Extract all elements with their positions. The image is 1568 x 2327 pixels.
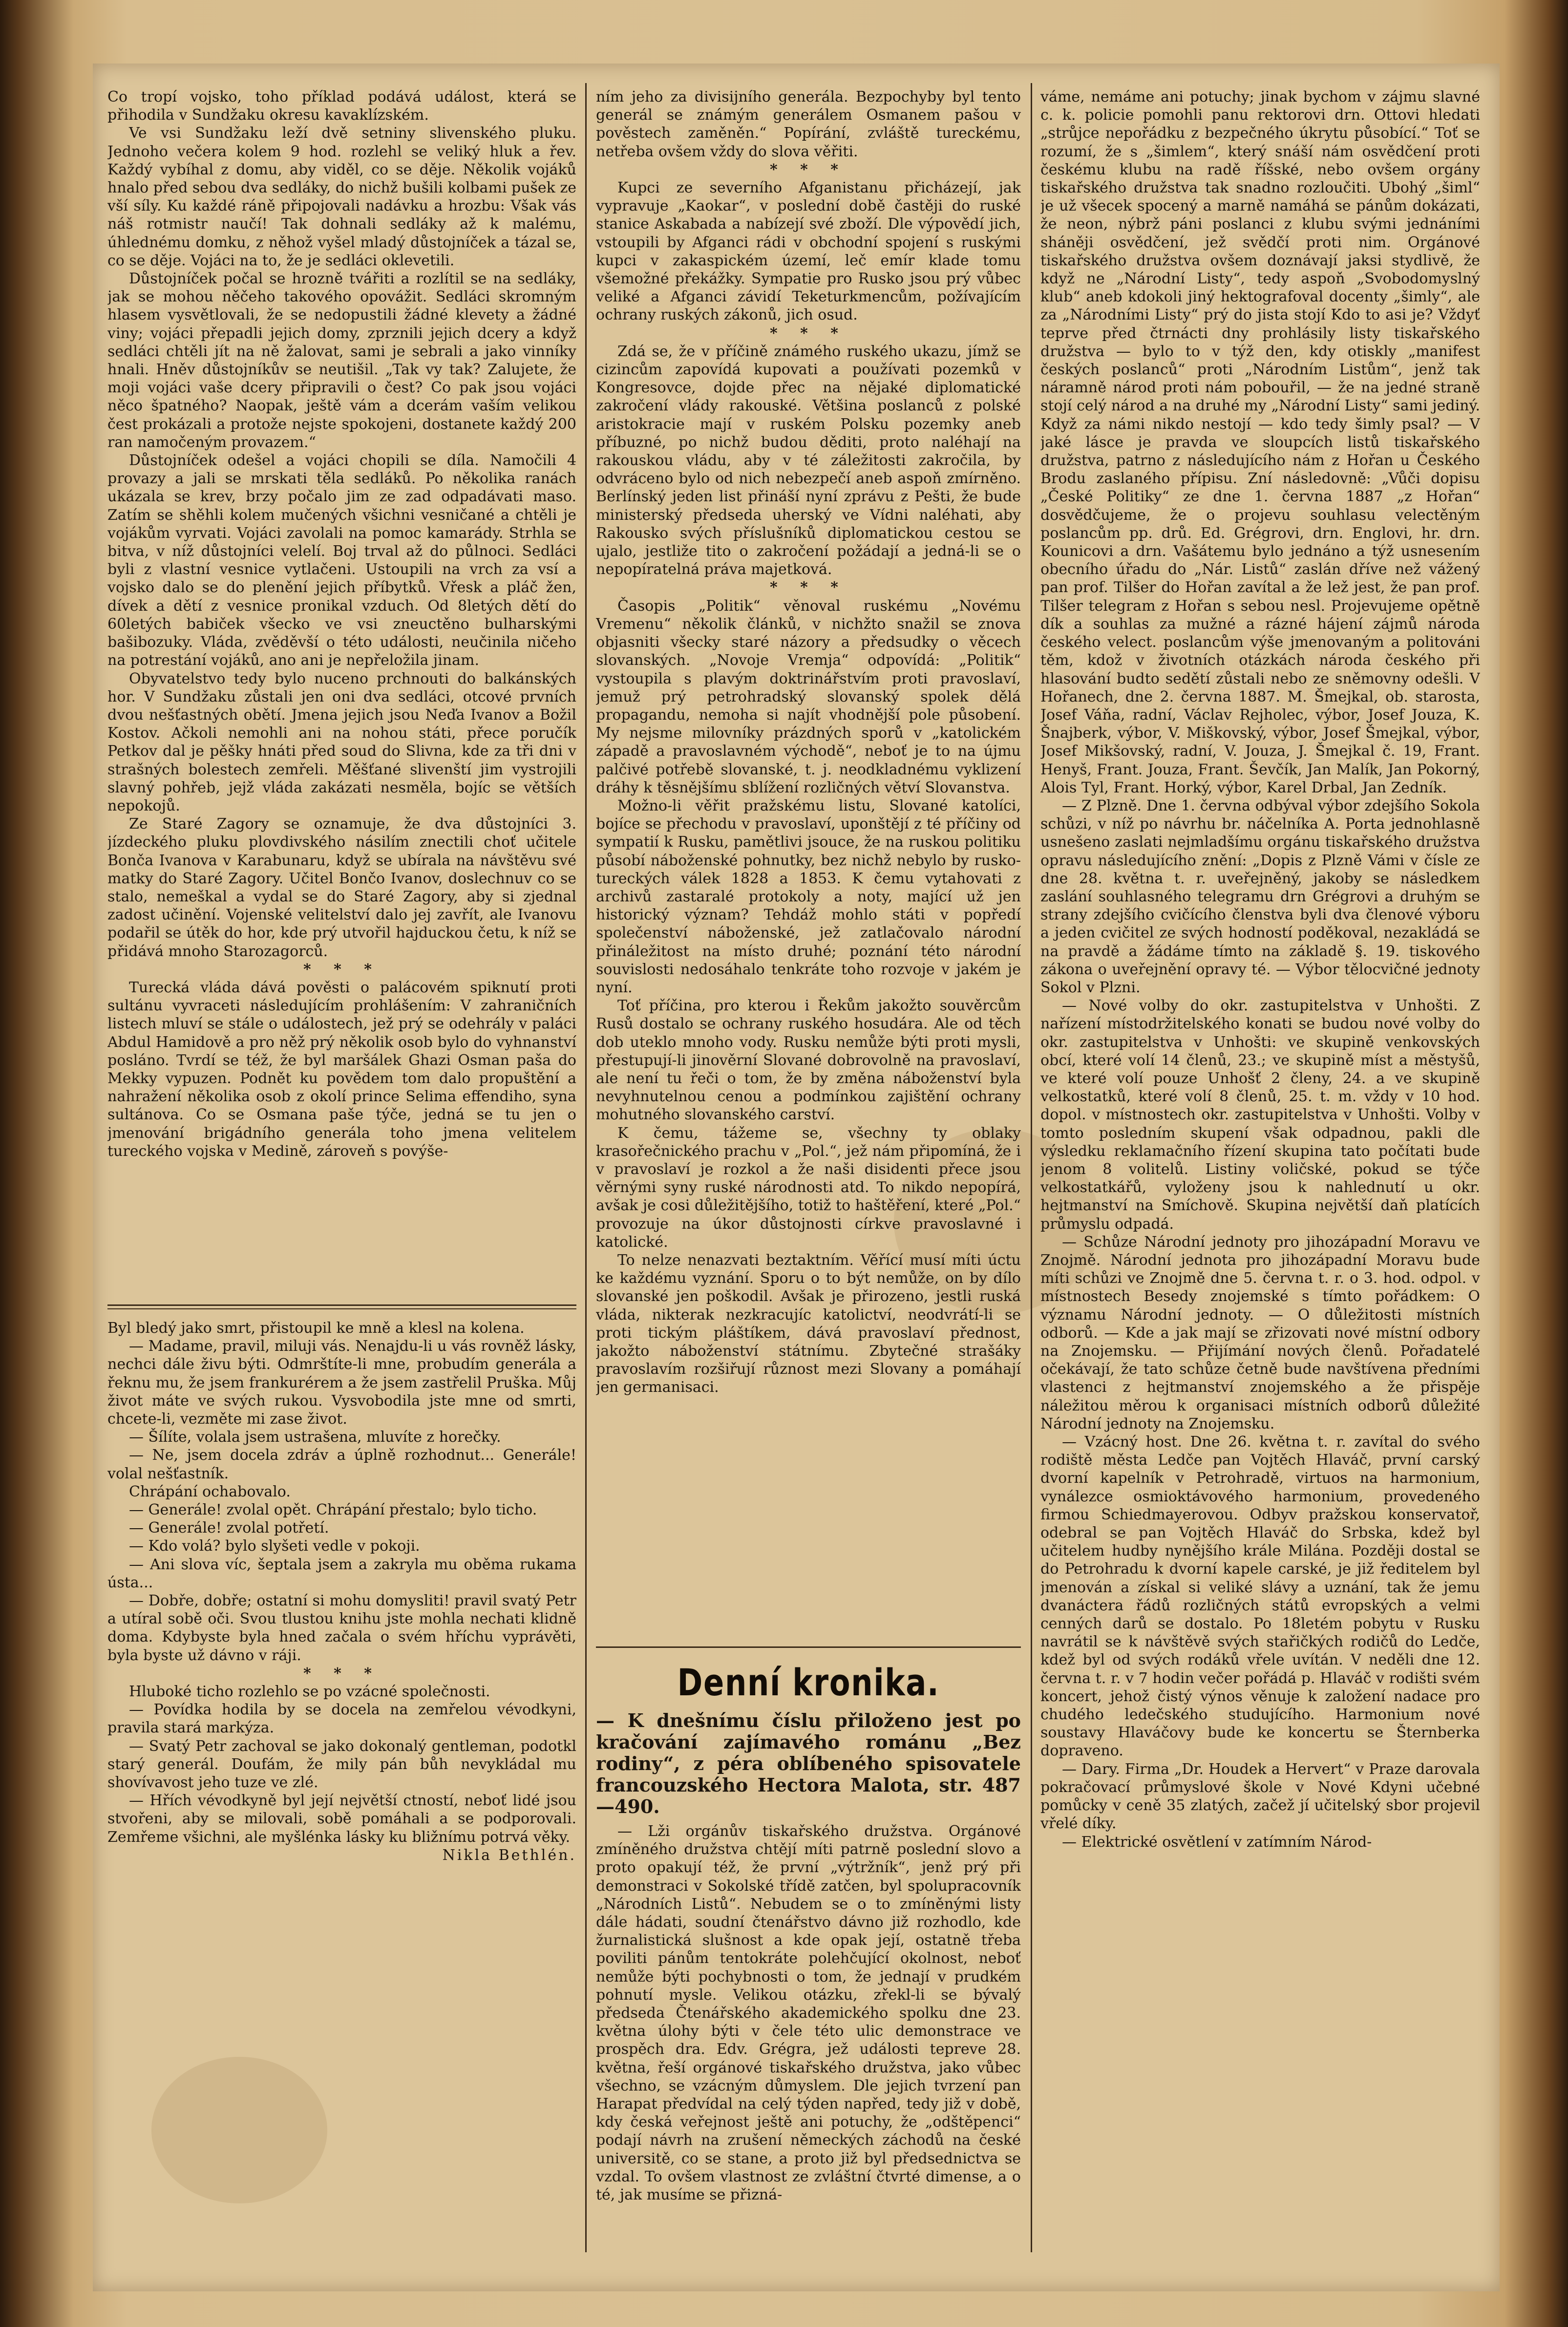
paragraph: Kupci ze severního Afganistanu přicházejí, jak vypravuje „Kaokar“, v poslední době častěji do ruské stanice Askabada a nabízejí své zboží. Dle výpovědí jich, vstoupili by Afganci rádi v obchodní spojení s ruskými kupci v zakaspickém území, leč emír klade tomu všemožné překážky. Sympatie pro Rusko jsou prý vůbec veliké a Afganci závidí Teketurkmencům, požívajícím ochrany ruských zákonů, jich osud. [596,179,1021,324]
paragraph: Zdá se, že v příčině známého ruského ukazu, jímž se cizincům zapovídá kupovati a používati pozemků v Kongresovce, dojde přec na nějaké diplomatické zakročení vlády rakouské. Většina poslanců z polské aristokracie mají v ruském Polsku pozemky aneb příbuzné, po nichž budou děditi, proto naléhají na rakouskou vládu, aby v té záležitosti zakročila, by odvráceno bylo od nich nebezpečí aneb aspoň zmírněno. Berlínský jeden list přináší nyní zprávu z Pešti, že bude ministerský předseda uherský ve Vídni naléhati, aby Rakousko svých příslušníků diplomatickou cestou se ujalo, jestliže tito o zakročení požádají a jedná-li se o nepopíratelná práva majetková. [596,342,1021,578]
paragraph: — Ani slova víc, šeptala jsem a zakryla mu oběma rukama ústa... [107,1556,576,1591]
section-title-denni-kronika: Denní kronika. [677,1661,940,1704]
paragraph: — Nové volby do okr. zastupitelstva v Unhošti. Z nařízení místodržitelského konati se budou nové volby do okr. zastupitelstva v Unhošti: ve skupině venkovských obcí, které volí 14 členů, 23.; ve skupině míst a městyšů, ve které volí pouze Unhošť 2 členy, 24. a ve skupině velkostatků, které volí 8 členů, 25. t. m. vždy v 10 hod. dopol. v místnostech okr. zastupitelstva v Unhošti. Volby v tomto posledním skupení však odpadnou, pakli dle výsledku reklamačního řízení skupina tato počítati bude jenom 8 volitelů. Listiny voličské, pokud se týče velkostatkářů, vyloženy jsou k nahlednutí u okr. hejtmanství na Smíchově. Skupina největší daň platících průmyslu odpadá. [1040,997,1480,1233]
paragraph: Chrápání ochabovalo. [129,1483,291,1500]
paragraph: Turecká vláda dává pověsti o palácovém spiknutí proti sultánu vyvraceti následujícím prohlášením: V zahraničních listech mluví se stále o událostech, jež prý se odehrály v paláci Abdul Hamidově a pro něž prý několik osob bylo do vyhnanství posláno. Tvrdí se též, že byl maršálek Ghazi Osman paša do Mekky vypuzen. Podnět ku povědem tom dalo propuštění a nahražení několika osob z okolí prince Selima effendiho, syna sultánova. Co se Osmana paše týče, jedná se tu jen o jmenování brigádního generála toho jmena velitelem tureckého vojska v Medině, zároveň s povýše- [107,979,576,1160]
section-divider-stars: * * * [770,324,847,342]
paragraph: ním jeho za divisijního generála. Bezpochyby byl tento generál se známým generálem Osmanem pašou v pověstech zaměněn.“ Popírání, zvláště tureckému, netřeba ovšem vždy do slova věřiti. [596,88,1021,160]
paragraph: — Dary. Firma „Dr. Houdek a Hervert“ v Praze darovala pokračovací průmyslové škole v Nové Kdyni učebné pomůcky v ceně 35 zlatých, začež jí učitelský sbor projevil vřelé díky. [1040,1760,1480,1833]
paragraph: To nelze nenazvati beztaktním. Věřící musí míti úctu ke každému vyznání. Sporu o to být nemůže, on by dílo slovanské jen poškodil. Avšak je přirozeno, jestli ruská vláda, nikterak nezkracujíc katolictví, neodvrátí-li se proti tickým pláštíkem, dává pravoslaví přednost, jakožto náboženství státnímu. Zbytečné strašáky pravoslavím rozšiřují různost mezi Slovany a pomáhají jen germanisaci. [596,1252,1021,1396]
column-2-politics [596,88,1021,1642]
paragraph: — Kdo volá? bylo slyšeti vedle v pokoji. [129,1537,420,1555]
author-signature: Nikla Bethlén. [442,1846,576,1864]
lead-notice: — K dnešnímu číslu přiloženo jest po kračování zajímavého románu „Bez rodiny“, z péra oblíbeného spisovatele francouzského Hectora Malota, str. 487—490. [596,1709,1021,1817]
paragraph: Důstojníček odešel a vojáci chopili se díla. Namočili 4 provazy a jali se mrskati těla sedláků. Po několika ranách ukázala se krev, brzy počalo jim ze zad odpadávati maso. Zatím se shěhli kolem mučených všichni vesničané a chtěli je vojákům vyrvati. Vojáci zavolali na pomoc kamarády. Strhla se bitva, v níž důstojníci velelí. Boj trval až do půlnoci. Sedláci byli z vlastní vesnice vytlačeni. Ustoupili na vrch za vsí a vojsko dalo se do plenění jejich příbytků. Vřesk a pláč žen, dívek a dětí z vesnice pronikal vzduch. Od 8letých dětí do 60letých babiček všecko ve vsi zneuctěno bulharskými bašibozuky. Vláda, zvěděvší o této události, neučinila ničeho na potrestání vojáků, ano ani je nepřeložila jinam. [107,452,576,669]
column-1-politics [107,88,576,1295]
column-rule [585,83,587,2252]
paragraph: Byl bledý jako smrt, přistoupil ke mně a klesl na kolena. [107,1320,525,1337]
paragraph: Obyvatelstvo tedy bylo nuceno prchnouti do balkánských hor. V Sundžaku zůstali jen oni dva sedláci, otcové prvních dvou nešťastných obětí. Jmena jejich jsou Neďa Ivanov a Božil Kostov. Ačkoli nemohli ani na nohou státi, přece poručík Petkov dal je pěšky hnáti před soud do Slivna, kde za tři dni v strašných bolestech zemřeli. Měšťané slivenští jim vystrojili slavný pohřeb, jejž vláda zakázati nesměla, bojíc se větších nepokojů. [107,670,576,814]
paragraph: — Z Plzně. Dne 1. června odbýval výbor zdejšího Sokola schůzi, v níž po návrhu br. náčelníka A. Porta jednohlasně usnešeno zaslati nejmladšímu orgánu tiskařského družstva opravu následujícího znění: „Dopis z Plzně Vámi v čísle ze dne 28. května t. r. uveřejněný, jakoby se následkem zaslání souhlasného telegramu drn Grégrovi a druhým se strany zdejšího cvičícího členstva byli dva členové výboru a jeden cvičitel ze svých hodností poděkoval, nezakládá se na pravdě a žádáme tímto na základě §. 19. tiskového zákona o uveřejnění opravy té. — Výbor tělocvičné jednoty Sokol v Plzni. [1040,797,1480,996]
section-divider-stars: * * * [770,579,847,597]
chronicle-body [596,1822,1021,2204]
paragraph: — Hřích vévodkyně byl její největší ctností, neboť lidé jsou stvořeni, aby se milovali, sobě pomáhali a se podporovali. Zemřeme všichni, ale myšlénka lásky ku bližnímu potrvá věky. [107,1792,576,1846]
paragraph: Ve vsi Sundžaku leží dvě setniny slivenského pluku. Jednoho večera kolem 9 hod. rozlehl se veliký hluk a řev. Každý vybíhal z domu, aby viděl, co se děje. Několik vojáků hnalo před sebou dva sedláky, do nichž bušili kolbami pušek ze vší síly. Ku každé ráně připojovali nadávku a hrozbu: Však vás náš rotmistr naučí! Tak dohnali sedláky až k malému, úhlednému domku, z něhož vyšel mladý důstojníček a tázal se, co se děje. Vojáci na to, že je sedláci oklevetili. [107,125,576,269]
section-divider-stars: * * * [770,161,847,178]
column-3-chronicle [1040,88,1480,2262]
paragraph: Ze Staré Zagory se oznamuje, že dva důstojníci 3. jízdeckého pluku plovdivského násilím znectili choť učitele Bonča Ivanova v Karabunaru, když se ubírala na návštěvu své matky do Staré Zagory. Učitel Bončo Ivanov, doslechnuv co se stalo, nemeškal a vydal se do Staré Zagory, aby si zjednal zadost učinění. Vojenské velitelství dalo jej zavřít, ale Ivanovu podařil se útěk do hor, kde prý utvořil hajduckou četu, k níž se přidává mnoho Starozagorců. [107,815,576,960]
paragraph: Důstojníček počal se hrozně tvářiti a rozlítil se na sedláky, jak se mohou něčeho takového opovážit. Sedláci skromným hlasem vysvětlovali, že se nedopustili žádné klevety a žádné viny; vojáci přepadli jejich domy, zprznili jejich dcery a když sedláci chtěli jít na ně žalovat, sami je sebrali a jako vinníky hnali. Hněv důstojníkův se neutišil. „Tak vy tak? Zalujete, že moji vojáci vaše dcery připravili o čest? Co pak jsou vojáci něco špatného? Naopak, ještě vám a dcerám vaším velikou čest prokázali a protože nejste spokojeni, dostanete každý 200 ran namočeným provazem.“ [107,270,576,451]
paragraph: — Lži orgánův tiskařského družstva. Orgánové zmíněného družstva chtějí míti patrně poslední slovo a proto opakují též, že první „výtržník“, jenž prý při demonstraci v Sokolské třídě zatčen, byl spolupracovník „Národních Listů“. Nebudem se o to zmíněnými listy dále hádati, soudní čtenářstvo dávno již rozhodlo, kde žurnalistická slušnost a kde opak její, ostatně třeba poviliti pánům tentokráte polehčující okolnost, neboť nemůže býti pochybnosti o tom, že jednají v prudkém pohnutí mysle. Velikou otázku, zřekl-li se bývalý předseda Čtenářského akademického spolku dne 23. května úlohy býti v čele této ulic demonstrace ve prospěch dra. Edv. Grégra, jež události tepreve 28. května, řeší orgánové tiskařského družstva, jako vůbec všechno, se vzácným důmyslem. Dle jejich tvrzení pan Harapat předvídal na celý týden napřed, tedy již v době, kdy česká veřejnost ještě ani potuchy, že „odštěpenci“ podají návrh na zrušení německých záchodů na české universitě, co se stane, a proto již byl předsednictva se vzdal. To ovšem vlastnost ze zvláštní čtvrté dimense, a o té, jak musíme se přizná- [596,1823,1021,2204]
paragraph: — Dobře, dobře; ostatní si mohu domysliti! pravil svatý Petr a utíral sobě oči. Svou tlustou knihu jste mohla nechati klidně doma. Kdybyste byla hned začala o svém hříchu vyprávěti, byla byste už dávno v ráji. [107,1592,576,1664]
paragraph: — Svatý Petr zachoval se jako dokonalý gentleman, podotkl starý generál. Doufám, že mily pán bůh nevykládal mu shovívavost jeho tuze ve zlé. [107,1737,576,1792]
column-rule [1031,83,1032,2252]
section-divider-stars: * * * [303,961,381,978]
paragraph: Možno-li věřit pražskému listu, Slované katolíci, bojíce se přechodu v pravoslaví, uponštějí z té příčiny od sympatií k Rusku, pamětlivi jsouce, že na ruskou politiku působí náboženské pohnutky, bez nichž nebylo by rusko-tureckých válek 1828 a 1853. K čemu vytahovati z archivů zastaralé protokoly a noty, mající už jen historický význam? Tehdáž mohlo státi v popředí společenství náboženské, jež zatlačovalo národní přináležitost na místo druhé; poznání této národní souvislosti nedosáhalo tenkráte toho rozvoje v jakém je nyní. [596,797,1021,996]
paragraph: Časopis „Politik“ věnoval ruskému „Novému Vremenu“ několik článků, v nichžto snažil se znova objasniti všecky staré názory a předsudky o věcech slovanských. „Novoje Vremja“ odpovídá: „Politik“ vystoupila s plavým doktrinářstvím proti pravoslaví, jemuž prý petrohradský slovanský spolek dělá propagandu, nemoha si najít vhodnější pole působení. My nejsme milovníky prázdných sporů v „katolickém západě a pravoslavném východě“, neboť je to na újmu palčivé potřebě slovanské, t. j. neodkladnému vyklizení dráhy k těsnějšímu sblížení rozličných větví Slovanstva. [596,597,1021,796]
paragraph: — Vzácný host. Dne 26. května t. r. zavítal do svého rodiště města Ledče pan Vojtěch Hlaváč, první carský dvorní kapelník v Petrohradě, virtuos na harmonium, vynálezce osmioktávového harmonium, provedeného firmou Schiedmayerovou. Odbyv pražskou konservatoř, odebral se pan Vojtěch Hlaváč do Srbska, kdež byl učitelem hudby nynějšího krále Milána. Později dostal se do Petrohradu k dvorní kapele carské, je již ředitelem byl jmenován a získal si veliké slávy a uznání, tak že jemu dvanáctera řádů rozličných států evropských a velmi cenných darů se dostalo. Po 18letém pobytu v Rusku navrátil se k návštěvě svých stařičkých rodičů do Ledče, kdež byl od svých rodáků vřele uvítán. V neděli dne 12. června t. r. v 7 hodin večer pořádá p. Hlaváč v rodišti svém koncert, jehož čistý výnos věnuje k založení nadace pro chudého ledečského studujícího. Harmonium nové soustavy Hlaváčovy bude ke koncertu se Šternberka dopraveno. [1040,1433,1480,1760]
paragraph: — Schůze Národní jednoty pro jihozápadní Moravu ve Znojmě. Národní jednota pro jihozápadní Moravu bude míti schůzi ve Znojmě dne 5. června t. r. o 3. hod. odpol. v místnostech Besedy znojemské s tímto pořádkem: O významu Národní jednoty. — O důležitosti místních odborů. — Kde a jak mají se zřizovati nové místní odbory na Znojemsku. — Přijímání nových členů. Pořadatelé očekávají, že tato schůze četně bude navštívena předními vlastenci z hejtmanství znojemského a že přispěje náležitou měrou k organisaci místních odborů důležité Národní jednoty na Znojemsku. [1040,1233,1480,1432]
section-rule [107,1308,576,1309]
paragraph: K čemu, tážeme se, všechny ty oblaky krasořečnického prachu v „Pol.“, jež nám připomíná, že i v pravoslaví je rozkol a že naši disidenti přece jsou věrnými syny ruské národnosti atd. To nikdo nepopírá, avšak je cosi důležitějšího, totiž to haštěření, které „Pol.“ provozuje na úkor důstojnosti církve pravoslavné i katolické. [596,1124,1021,1251]
paragraph: Co tropí vojsko, toho příklad podává událost, která se přihodila v Sundžaku okresu kavaklízském. [107,88,576,124]
section-rule [596,1646,1021,1648]
section-rule [107,1304,576,1306]
newspaper-page [93,64,1500,2291]
column-1-feuilleton [107,1319,576,2262]
paragraph: — Šílíte, volala jsem ustrašena, mluvíte z horečky. [129,1429,501,1446]
paragraph: — Elektrické osvětlení v zatímním Národ- [1062,1833,1372,1851]
section-divider-stars: * * * [303,1665,381,1682]
paragraph: — Generále! zvolal potřetí. [129,1519,329,1537]
paragraph: — Povídka hodila by se docela na zemřelou vévodkyni, pravila stará markýza. [107,1701,576,1737]
column-2-chronicle [596,1656,1021,2262]
paragraph: — Generále! zvolal opět. Chrápání přestalo; bylo ticho. [129,1501,537,1519]
paragraph: Hluboké ticho rozlehlo se po vzácné společnosti. [129,1683,490,1701]
paragraph: — Ne, jsem docela zdráv a úplně rozhodnut... Generále! volal nešťastník. [107,1447,576,1482]
paragraph: váme, nemáme ani potuchy; jinak bychom v zájmu slavné c. k. policie pomohli panu rektorovi drn. Ottovi hledati „strůjce nepořádku z bezpečného úkrytu působící.“ Toť se rozumí, že s „šimlem“, který snáší nám osvědčení proti českému klubu na radě říšské, nebo ovšem orgány tiskařského družstva tak snadno rozloučiti. Ubohý „šiml“ je už všecek spocený a marně namáhá se pánům dokázati, že neon, nýbrž páni poslanci z klubu svými jednáními sháněji osvědčení, jež svědčí proti nim. Orgánové tiskařského družstva ovšem doznávají jaksi stydlivě, že když ne „Národní Listy“, tedy aspoň „Svobodomyslný klub“ aneb kdokoli jiný hektografoval docenty „šimly“, ale za „Národními Listy“ prý do jista stojí Kdo to asi je? Vždyť teprve před čtrnácti dny prohlásily listy tiskařského družstva — bylo to v týž den, kdy otiskly „manifest českých poslanců“ proti „Národním Listům“, jenž tak náramně národ proti nám pobouřil, — že na jedné straně stojí celý národ a na druhé my „Národní Listy“ sami jediný. Když za námi nikdo nestojí — kdo tedy šimly psal? — V jaké lásce je pravda ve sloupcích listů tiskařského družstva, patrno z následujícího nám z Hořan u Českého Brodu zaslaného přípisu. Zní následovně: „Vůči dopisu „České Politiky“ ze dne 1. června 1887 „z Hořan“ dosvědčujeme, že o projevu souhlasu velectěným poslancům pp. drů. Ed. Grégrovi, drn. Englovi, hr. drn. Kounicovi a drn. Vašátemu bylo jednáno a týž usnesením obecního úřadu do „Nár. Listů“ zaslán dříve než vážený pan prof. Tilšer do Hořan zavítal a že lež jest, že pan prof. Tilšer telegram z Hořan s sebou nesl. Projevujeme opětně dík a souhlas za mužné a rázné hájení zájmů národa českého velect. poslancům výše jmenovaným a politováni těm, kdož v životních otázkách národa českého při hlasování budto sedětí zůstali nebo ze sněmovny odešli. V Hořanech, dne 2. června 1887. M. Šmejkal, ob. starosta, Josef Váňa, radní, Václav Rejholec, výbor, Josef Jouza, K. Šnajberk, výbor, V. Miškovský, výbor, Josef Šmejkal, výbor, Josef Mikšovský, radní, V. Jouza, J. Šmejkal č. 19, Frant. Henyš, Frant. Jouza, Frant. Ševčík, Jan Malík, Jan Pokorný, Alois Tyl, Frant. Horký, výbor, Karel Drbal, Jan Zedník. [1040,88,1480,796]
paragraph: Toť příčina, pro kterou i Řekům jakožto souvěrcům Rusů dostalo se ochrany ruského hosudára. Ale od těch dob uteklo mnoho vody. Rusku nemůže býti proti mysli, přestupují-li jinověrní Slované dobrovolně na pravoslaví, ale není tu řeči o tom, že by změna náboženství byla nevyhnutelnou cenou a podmínkou zajištění ochrany mohutného slovanského carství. [596,997,1021,1124]
paragraph: — Madame, pravil, miluji vás. Nenajdu-li u vás rovněž lásky, nechci dále živu býti. Odmrštíte-li mne, probudím generála a řeknu mu, že jsem frankurérem a že jsem zastřelil Pruška. Můj život máte ve svých rukou. Vysvobodila jste mne od smrti, chcete-li, vezměte mi zase život. [107,1338,576,1428]
